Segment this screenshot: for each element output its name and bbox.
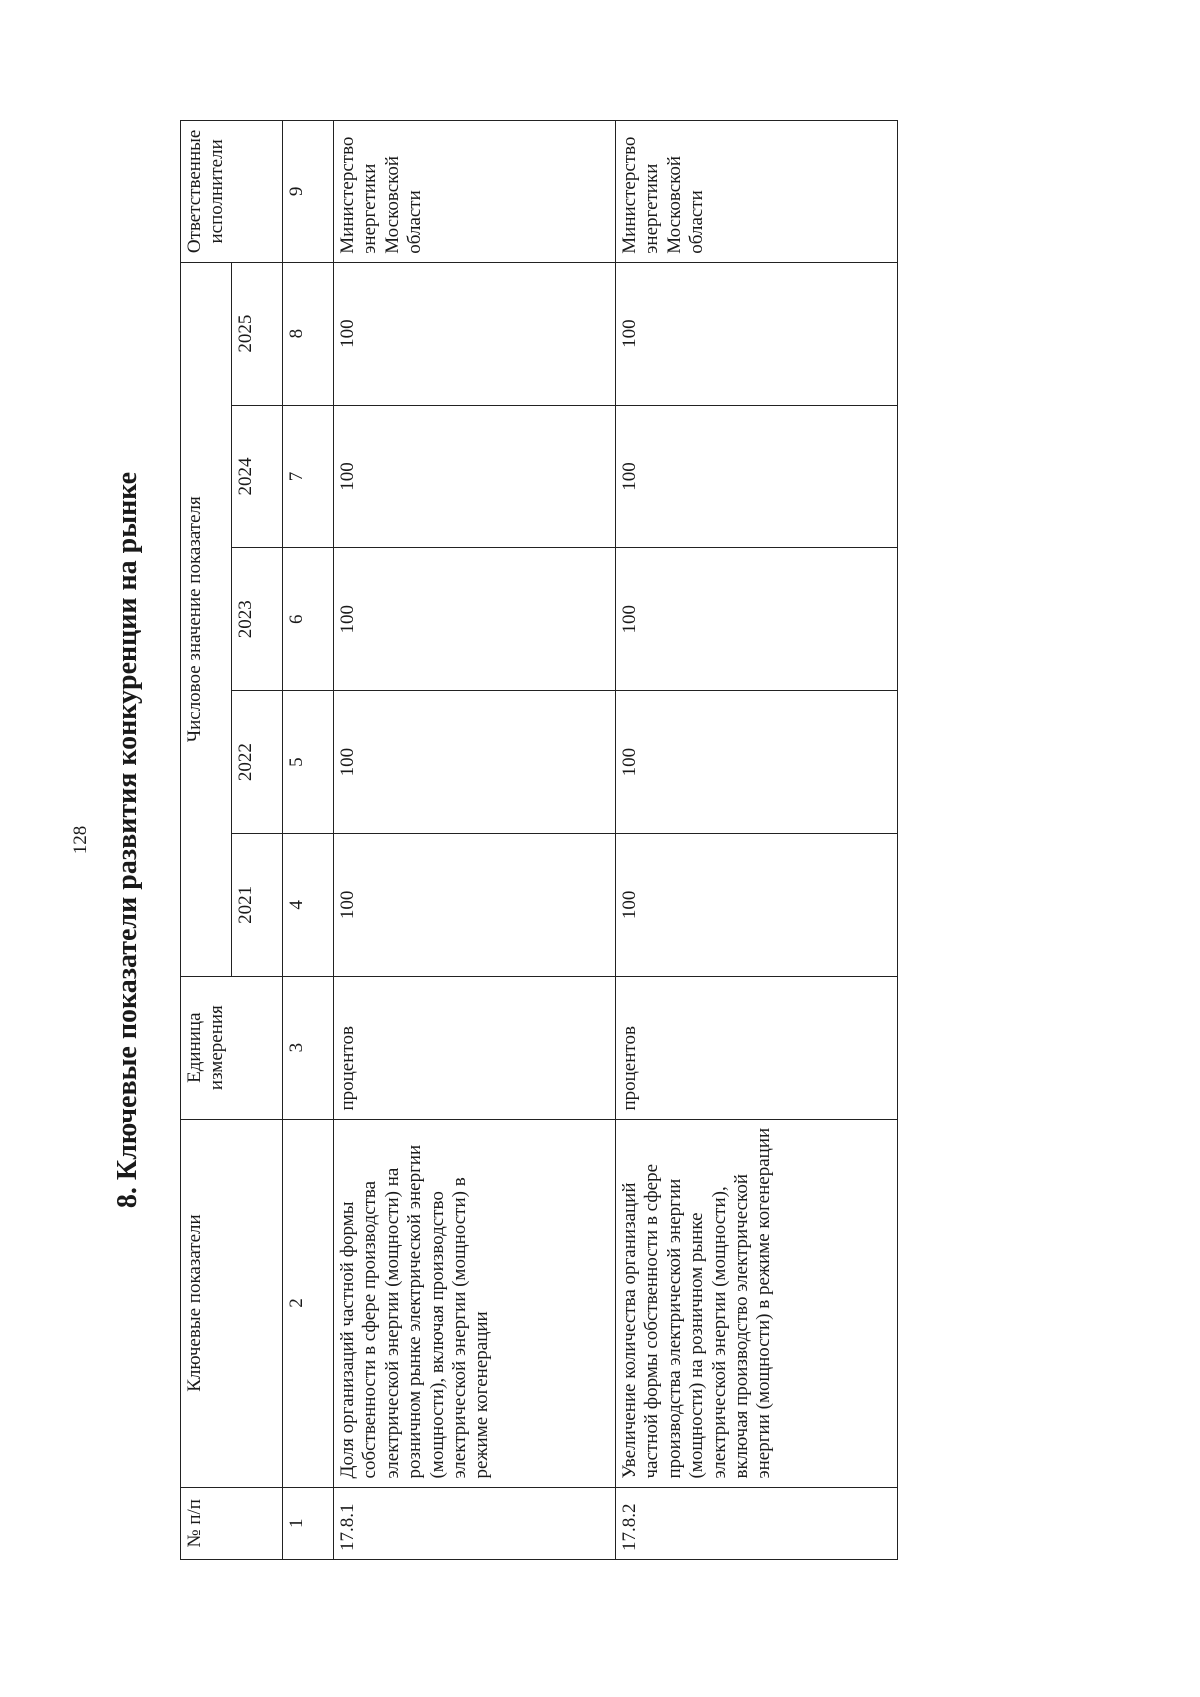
row-responsible: Министерство энергетики Московской области bbox=[334, 121, 616, 263]
row-num: 17.8.2 bbox=[616, 1487, 898, 1559]
row-value: 100 bbox=[334, 833, 616, 976]
column-number: 9 bbox=[283, 121, 334, 263]
row-value: 100 bbox=[616, 262, 898, 405]
row-indicator: Увеличение количества организаций частной формы собственности в сфере производства электрической энергии (мощности) на розничном рынке электрической энергии (мощности), включая производство электрической энергии (мощности) в режиме когенерации bbox=[616, 1119, 898, 1487]
row-indicator: Доля организаций частной формы собственности в сфере производства электрической энергии (мощности) на розничном рынке электрической энергии (мощности), включая производство электрической энергии (мощности) в режиме когенерации bbox=[334, 1119, 616, 1487]
column-number: 3 bbox=[283, 976, 334, 1119]
column-number: 5 bbox=[283, 691, 334, 834]
header-value-group: Числовое значение показателя bbox=[181, 262, 232, 976]
column-number: 1 bbox=[283, 1487, 334, 1559]
row-value: 100 bbox=[334, 691, 616, 834]
row-num: 17.8.1 bbox=[334, 1487, 616, 1559]
column-number: 8 bbox=[283, 262, 334, 405]
header-year: 2024 bbox=[232, 405, 283, 548]
table-row bbox=[616, 121, 898, 1560]
row-value: 100 bbox=[616, 548, 898, 691]
section-title: 8. Ключевые показатели развития конкуренции на рынке bbox=[112, 471, 143, 1209]
row-value: 100 bbox=[334, 548, 616, 691]
column-number-row bbox=[283, 121, 334, 1560]
row-value: 100 bbox=[334, 262, 616, 405]
header-year: 2022 bbox=[232, 691, 283, 834]
header-num: № п/п bbox=[181, 1487, 283, 1559]
header-responsible: Ответственные исполнители bbox=[181, 121, 283, 263]
row-value: 100 bbox=[334, 405, 616, 548]
header-year: 2023 bbox=[232, 548, 283, 691]
page-number: 128 bbox=[70, 825, 91, 855]
header-year: 2021 bbox=[232, 833, 283, 976]
column-number: 4 bbox=[283, 833, 334, 976]
header-indicator: Ключевые показатели bbox=[181, 1119, 283, 1487]
header-unit: Единица измерения bbox=[181, 976, 283, 1119]
column-number: 6 bbox=[283, 548, 334, 691]
column-number: 7 bbox=[283, 405, 334, 548]
rotated-page bbox=[70, 80, 950, 1560]
header-year: 2025 bbox=[232, 262, 283, 405]
row-value: 100 bbox=[616, 833, 898, 976]
row-value: 100 bbox=[616, 691, 898, 834]
row-unit: процентов bbox=[616, 976, 898, 1119]
table-row bbox=[334, 121, 616, 1560]
column-number: 2 bbox=[283, 1119, 334, 1487]
row-responsible: Министерство энергетики Московской области bbox=[616, 121, 898, 263]
row-unit: процентов bbox=[334, 976, 616, 1119]
kpi-table bbox=[180, 120, 898, 1560]
row-value: 100 bbox=[616, 405, 898, 548]
